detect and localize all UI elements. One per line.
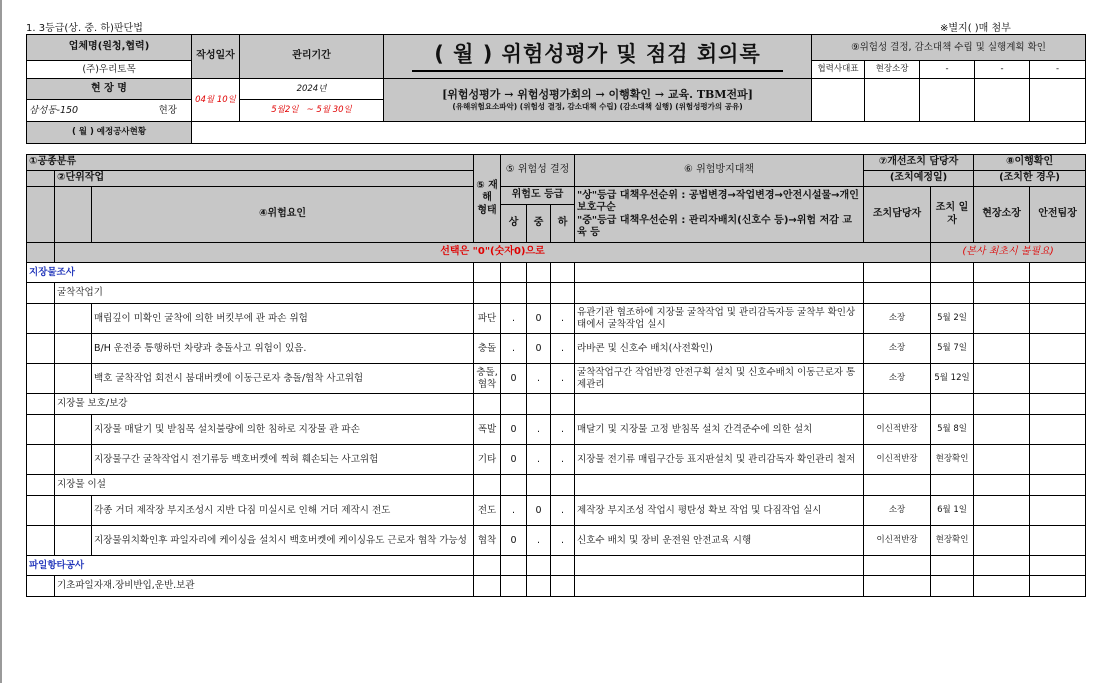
hazard-text: 각종 거더 제작장 부지조성시 지반 다짐 미실시로 인해 거더 제작시 전도 <box>92 496 474 526</box>
confirm-col-4: - <box>975 61 1030 79</box>
group-empty <box>864 475 931 496</box>
action-manager: 소장 <box>864 496 931 526</box>
grade-mid: 0 <box>527 496 551 526</box>
group-empty <box>551 394 575 415</box>
group-empty <box>551 283 575 304</box>
row-indent-a <box>27 304 55 334</box>
grade-mid: . <box>527 445 551 475</box>
confirm-safety-lead <box>1030 304 1086 334</box>
action-manager: 이신적반장 <box>864 526 931 556</box>
group-empty <box>575 283 864 304</box>
hazard-text: 지장물 매달기 및 받침목 설치불량에 의한 침하로 지장물 관 파손 <box>92 415 474 445</box>
category-empty <box>931 556 974 576</box>
group-empty <box>474 475 501 496</box>
disaster-type: 충돌, 협착 <box>474 364 501 394</box>
prevention-measure: 유관기관 협조하에 지장물 굴착작업 및 관리감독자등 굴착부 확인상태에서 굴착작업 실시 <box>575 304 864 334</box>
company-value: (주)우리토목 <box>27 61 192 79</box>
hazard-row <box>27 334 1086 364</box>
sign-box-3 <box>920 79 975 122</box>
header-unit-work: ②단위작업 <box>55 171 474 187</box>
action-date: 5월 12일 <box>931 364 974 394</box>
period-label: 관리기간 <box>240 35 384 79</box>
category-row <box>27 556 1086 576</box>
row-indent-a <box>27 364 55 394</box>
flow-box <box>384 79 812 122</box>
group-name: 지장물 이설 <box>55 475 474 496</box>
action-date: 5월 8일 <box>931 415 974 445</box>
grade-low: . <box>551 496 575 526</box>
row-indent-a <box>27 415 55 445</box>
category-empty <box>474 263 501 283</box>
grade-low: . <box>551 526 575 556</box>
schedule-value <box>192 122 1086 144</box>
hazard-row <box>27 445 1086 475</box>
grade-high: . <box>501 496 527 526</box>
header-priority-notes <box>575 187 864 243</box>
grade-high: 0 <box>501 364 527 394</box>
flow-text: [위험성평가 → 위험성평가회의 → 이행확인 → 교육. TBM전파] <box>442 88 753 102</box>
grade-high: 0 <box>501 415 527 445</box>
grade-high: . <box>501 304 527 334</box>
row-indent-b <box>55 304 92 334</box>
category-empty <box>575 263 864 283</box>
group-empty <box>974 475 1030 496</box>
period-value: 5월2일 ~ 5월 30일 <box>240 100 384 122</box>
hazard-text: 지장물구간 굴착작업시 전기류등 백호버켓에 찍혀 훼손되는 사고위험 <box>92 445 474 475</box>
grade-low: . <box>551 334 575 364</box>
schedule-label: ( 월 ) 예정공사현황 <box>27 122 192 144</box>
header-indent <box>27 171 55 187</box>
hazard-text: 백호 굴착작업 회전시 붐대버켓에 이동근로자 충돌/협착 사고위험 <box>92 364 474 394</box>
assessment-table <box>26 154 1086 597</box>
date-label: 작성일자 <box>192 35 240 79</box>
group-empty <box>501 394 527 415</box>
header-risk-decision: ⑤ 위험성 결정 <box>501 155 575 187</box>
prevention-measure: 매달기 및 지장물 고정 받침목 설치 간격준수에 의한 설치 <box>575 415 864 445</box>
group-empty <box>575 576 864 597</box>
header-low: 하 <box>551 205 575 243</box>
header-disaster-type: ⑤ 재해 형태 <box>474 155 501 243</box>
group-empty <box>1030 394 1086 415</box>
confirm-safety-lead <box>1030 415 1086 445</box>
header-hazard: ④위험요인 <box>92 187 474 243</box>
group-row <box>27 394 1086 415</box>
action-date: 현장확인 <box>931 445 974 475</box>
company-label: 업체명(원청,협력) <box>27 35 192 61</box>
sign-box-1 <box>812 79 865 122</box>
group-empty <box>1030 283 1086 304</box>
action-date: 현장확인 <box>931 526 974 556</box>
group-name: 굴착작업기 <box>55 283 474 304</box>
select-note: 선택은 "0"(숫자0)으로 <box>55 243 931 263</box>
header-site-chief: 현장소장 <box>974 187 1030 243</box>
confirm-safety-lead <box>1030 364 1086 394</box>
group-name: 지장물 보호/보강 <box>55 394 474 415</box>
header-action-owner: ⑦개선조치 담당자 <box>864 155 974 171</box>
group-empty <box>527 475 551 496</box>
hazard-text: B/H 운전중 통행하던 차량과 충돌사고 위험이 있음. <box>92 334 474 364</box>
row-indent-a <box>27 445 55 475</box>
prevention-measure: 지장물 전기류 매립구간등 표지판설치 및 관리감독자 확인관리 철저 <box>575 445 864 475</box>
group-name: 기초파일자재.장비반입,운반.보관 <box>55 576 474 597</box>
grade-high: 0 <box>501 526 527 556</box>
year-value: 2024년 <box>240 79 384 100</box>
disaster-type: 기타 <box>474 445 501 475</box>
header-action-date: 조치 일자 <box>931 187 974 243</box>
category-empty <box>474 556 501 576</box>
action-date: 5월 2일 <box>931 304 974 334</box>
group-empty <box>527 283 551 304</box>
action-date: 5월 7일 <box>931 334 974 364</box>
action-manager: 소장 <box>864 364 931 394</box>
category-empty <box>551 556 575 576</box>
confirm-col-2: 현장소장 <box>865 61 920 79</box>
category-empty <box>974 556 1030 576</box>
row-indent-a <box>27 334 55 364</box>
row-indent-a <box>27 526 55 556</box>
row-indent-b <box>55 445 92 475</box>
priority-note-mid: "중"등급 대책우선순위 : 관리자배치(신호수 등)→위험 저감 교육 등 <box>577 214 853 238</box>
hazard-row <box>27 304 1086 334</box>
grade-mid: . <box>527 415 551 445</box>
category-empty <box>864 263 931 283</box>
grade-low: . <box>551 415 575 445</box>
confirm-site-chief <box>974 334 1030 364</box>
group-empty <box>501 576 527 597</box>
grade-mid: . <box>527 364 551 394</box>
category-empty <box>864 556 931 576</box>
group-indent <box>27 475 55 496</box>
grade-mid: . <box>527 526 551 556</box>
row-indent-b <box>55 334 92 364</box>
confirm-site-chief <box>974 445 1030 475</box>
category-empty <box>527 556 551 576</box>
group-empty <box>931 475 974 496</box>
row-indent-b <box>55 526 92 556</box>
grade-mid: 0 <box>527 334 551 364</box>
group-empty <box>931 394 974 415</box>
grade-high: . <box>501 334 527 364</box>
group-empty <box>931 576 974 597</box>
group-empty <box>864 283 931 304</box>
header-indent-b <box>55 187 92 243</box>
group-empty <box>474 283 501 304</box>
sign-box-5 <box>1030 79 1086 122</box>
confirm-site-chief <box>974 304 1030 334</box>
disaster-type: 파단 <box>474 304 501 334</box>
header-manager: 조치담당자 <box>864 187 931 243</box>
category-empty <box>551 263 575 283</box>
header-mid: 중 <box>527 205 551 243</box>
group-indent <box>27 394 55 415</box>
header-safety-lead: 안전팀장 <box>1030 187 1086 243</box>
category-empty <box>974 263 1030 283</box>
group-empty <box>931 283 974 304</box>
action-date: 6월 1일 <box>931 496 974 526</box>
page-left-border <box>0 0 2 683</box>
group-row <box>27 283 1086 304</box>
hazard-row <box>27 364 1086 394</box>
site-label: 현 장 명 <box>27 79 192 100</box>
hazard-row <box>27 526 1086 556</box>
grade-low: . <box>551 445 575 475</box>
confirm-col-1: 협력사대표 <box>812 61 865 79</box>
group-empty <box>474 576 501 597</box>
category-empty <box>931 263 974 283</box>
group-empty <box>1030 475 1086 496</box>
site-value: 삼성동-150 현장 <box>27 100 192 122</box>
grade-mid: 0 <box>527 304 551 334</box>
header-action-date-sub: (조치예정일) <box>864 171 974 187</box>
confirm-safety-lead <box>1030 496 1086 526</box>
category-empty <box>501 556 527 576</box>
note-blank <box>27 243 55 263</box>
header-prevention: ⑥ 위험방지대책 <box>575 155 864 187</box>
group-empty <box>527 576 551 597</box>
category-empty <box>575 556 864 576</box>
category-empty <box>527 263 551 283</box>
group-empty <box>527 394 551 415</box>
confirm-label: ⑨위험성 결정, 감소대책 수립 및 실행계획 확인 <box>812 35 1086 61</box>
confirm-col-5: - <box>1030 61 1086 79</box>
disaster-type: 전도 <box>474 496 501 526</box>
group-empty <box>501 475 527 496</box>
hazard-text: 지장물위치확인후 파일자리에 케이싱을 설치시 백호버켓에 케이싱유도 근로자 협착 가능성 <box>92 526 474 556</box>
group-indent <box>27 283 55 304</box>
page-title: ( 월 ) 위험성평가 및 점검 회의록 <box>384 35 812 79</box>
group-row <box>27 475 1086 496</box>
hazard-row <box>27 415 1086 445</box>
confirm-col-3: - <box>920 61 975 79</box>
category-empty <box>1030 263 1086 283</box>
group-row <box>27 576 1086 597</box>
group-empty <box>864 394 931 415</box>
row-indent-b <box>55 364 92 394</box>
hazard-text: 매립깊이 미확인 굴착에 의한 버킷부에 관 파손 위험 <box>92 304 474 334</box>
action-manager: 소장 <box>864 334 931 364</box>
category-name: 파일항타공사 <box>27 556 474 576</box>
group-empty <box>974 394 1030 415</box>
category-empty <box>1030 556 1086 576</box>
action-manager: 소장 <box>864 304 931 334</box>
grade-low: . <box>551 364 575 394</box>
group-empty <box>575 394 864 415</box>
confirm-safety-lead <box>1030 526 1086 556</box>
header-confirm-sub: (조치한 경우) <box>974 171 1086 187</box>
sign-note: (본사 최초시 불필요) <box>931 243 1086 263</box>
caption-right: ※별지( )매 첨부 <box>940 23 1011 34</box>
grade-high: 0 <box>501 445 527 475</box>
header-category: ①공종분류 <box>27 155 474 171</box>
flow-subtext: (유해위험요소파악) (위험성 결정, 감소대책 수립) (감소대책 실행) (위험성평가의 공유) <box>452 102 743 112</box>
confirm-site-chief <box>974 526 1030 556</box>
row-indent-a <box>27 496 55 526</box>
date-value: 04월 10일 <box>192 79 240 122</box>
confirm-site-chief <box>974 364 1030 394</box>
prevention-measure: 신호수 배치 및 장비 운전원 안전교육 시행 <box>575 526 864 556</box>
hazard-row <box>27 496 1086 526</box>
category-name: 지장물조사 <box>27 263 474 283</box>
group-empty <box>551 475 575 496</box>
caption-left: 1. 3등급(상. 중. 하)판단법 <box>26 23 143 34</box>
group-empty <box>974 576 1030 597</box>
category-empty <box>501 263 527 283</box>
header-indent-a <box>27 187 55 243</box>
prevention-measure: 굴착작업구간 작업반경 안전구획 설치 및 신호수배치 이동근로자 통제관리 <box>575 364 864 394</box>
group-empty <box>551 576 575 597</box>
prevention-measure: 제작장 부지조성 작업시 평탄성 확보 작업 및 다짐작업 실시 <box>575 496 864 526</box>
group-empty <box>474 394 501 415</box>
confirm-safety-lead <box>1030 334 1086 364</box>
row-indent-b <box>55 415 92 445</box>
group-empty <box>575 475 864 496</box>
category-row <box>27 263 1086 283</box>
sign-box-2 <box>865 79 920 122</box>
group-indent <box>27 576 55 597</box>
confirm-safety-lead <box>1030 445 1086 475</box>
prevention-measure: 라바콘 및 신호수 배치(사전확인) <box>575 334 864 364</box>
header-table <box>26 34 1086 144</box>
header-high: 상 <box>501 205 527 243</box>
header-confirm: ⑧이행확인 <box>974 155 1086 171</box>
header-degree: 위험도 등급 <box>501 187 575 205</box>
row-indent-b <box>55 496 92 526</box>
priority-note-high: "상"등급 대책우선순위 : 공법변경→작업변경→안전시설물→개인보호구순 <box>577 189 859 213</box>
group-empty <box>974 283 1030 304</box>
group-empty <box>501 283 527 304</box>
action-manager: 이신적반장 <box>864 415 931 445</box>
action-manager: 이신적반장 <box>864 445 931 475</box>
confirm-site-chief <box>974 496 1030 526</box>
disaster-type: 폭발 <box>474 415 501 445</box>
confirm-site-chief <box>974 415 1030 445</box>
grade-low: . <box>551 304 575 334</box>
disaster-type: 협착 <box>474 526 501 556</box>
sign-box-4 <box>975 79 1030 122</box>
disaster-type: 충돌 <box>474 334 501 364</box>
group-empty <box>864 576 931 597</box>
group-empty <box>1030 576 1086 597</box>
